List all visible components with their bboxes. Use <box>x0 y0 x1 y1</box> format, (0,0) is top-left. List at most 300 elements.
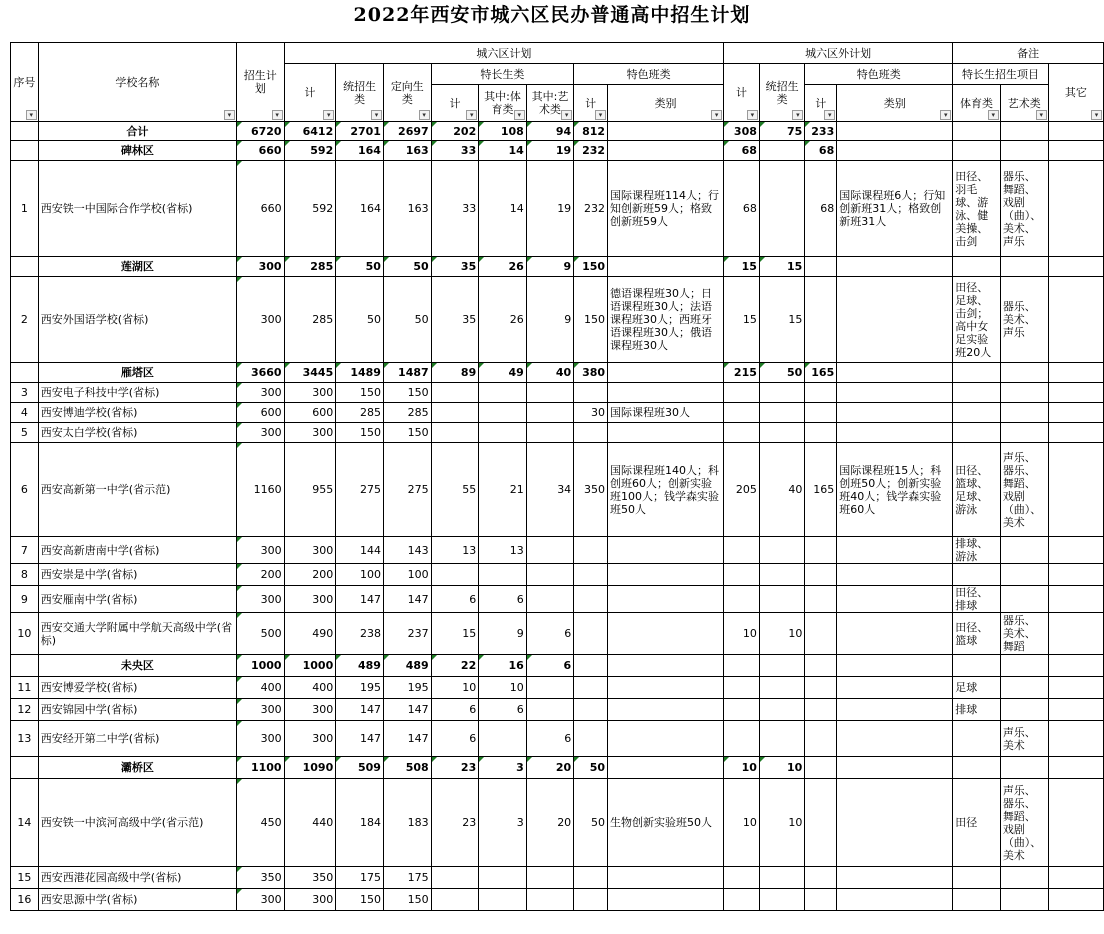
talent-arts-cell[interactable]: 34 <box>526 443 573 537</box>
talent-arts-cell[interactable] <box>526 383 573 403</box>
header-outer-feature-total[interactable]: 计 ▾ <box>805 85 837 122</box>
outer-unified-cell[interactable]: 50 <box>759 363 804 383</box>
seq-cell[interactable]: 11 <box>11 677 39 699</box>
inner-total-cell[interactable]: 285 <box>284 257 336 277</box>
other-cell[interactable] <box>1048 699 1103 721</box>
outer-feature-category-cell[interactable] <box>837 779 953 867</box>
outer-unified-cell[interactable] <box>759 564 804 586</box>
unified-cell[interactable]: 1489 <box>336 363 384 383</box>
feature-category-cell[interactable] <box>608 537 724 564</box>
school-name-cell[interactable]: 碑林区 <box>38 141 236 161</box>
outer-total-cell[interactable]: 68 <box>724 161 760 257</box>
outer-total-cell[interactable] <box>724 699 760 721</box>
directed-cell[interactable]: 275 <box>383 443 431 537</box>
outer-feature-total-cell[interactable]: 165 <box>805 443 837 537</box>
outer-total-cell[interactable] <box>724 403 760 423</box>
unified-cell[interactable]: 144 <box>336 537 384 564</box>
feature-category-cell[interactable] <box>608 677 724 699</box>
other-cell[interactable] <box>1048 564 1103 586</box>
directed-cell[interactable]: 143 <box>383 537 431 564</box>
talent-sports-cell[interactable] <box>479 721 527 757</box>
seq-cell[interactable]: 9 <box>11 586 39 613</box>
school-name-cell[interactable]: 西安外国语学校(省标) <box>38 277 236 363</box>
talent-total-cell[interactable] <box>431 867 479 889</box>
outer-total-cell[interactable]: 10 <box>724 613 760 655</box>
outer-total-cell[interactable] <box>724 586 760 613</box>
talent-arts-cell[interactable] <box>526 677 573 699</box>
talent-total-cell[interactable] <box>431 403 479 423</box>
header-outer-feature-category[interactable]: 类别 ▾ <box>837 85 953 122</box>
sports-items-cell[interactable]: 田径、排球 <box>953 586 1001 613</box>
arts-items-cell[interactable]: 声乐、美术 <box>1000 721 1048 757</box>
outer-feature-category-cell[interactable] <box>837 867 953 889</box>
talent-sports-cell[interactable]: 14 <box>479 161 527 257</box>
arts-items-cell[interactable] <box>1000 889 1048 911</box>
outer-feature-category-cell[interactable] <box>837 586 953 613</box>
outer-feature-category-cell[interactable] <box>837 564 953 586</box>
arts-items-cell[interactable]: 声乐、器乐、舞蹈、戏剧（曲）、美术 <box>1000 779 1048 867</box>
outer-total-cell[interactable] <box>724 423 760 443</box>
feature-category-cell[interactable]: 国际课程班140人；科创班60人；创新实验班100人；钱学森实验班50人 <box>608 443 724 537</box>
unified-cell[interactable]: 509 <box>336 757 384 779</box>
talent-arts-cell[interactable]: 94 <box>526 122 573 141</box>
school-name-cell[interactable]: 灞桥区 <box>38 757 236 779</box>
talent-arts-cell[interactable] <box>526 889 573 911</box>
filter-dropdown-icon[interactable]: ▾ <box>26 110 37 120</box>
sports-items-cell[interactable] <box>953 141 1001 161</box>
filter-dropdown-icon[interactable]: ▾ <box>224 110 235 120</box>
talent-total-cell[interactable]: 35 <box>431 257 479 277</box>
arts-items-cell[interactable] <box>1000 383 1048 403</box>
talent-arts-cell[interactable] <box>526 403 573 423</box>
feature-category-cell[interactable] <box>608 757 724 779</box>
plan-cell[interactable]: 600 <box>236 403 284 423</box>
feature-category-cell[interactable] <box>608 655 724 677</box>
plan-cell[interactable]: 1000 <box>236 655 284 677</box>
school-name-cell[interactable]: 西安高新第一中学(省示范) <box>38 443 236 537</box>
feature-category-cell[interactable] <box>608 423 724 443</box>
sports-items-cell[interactable]: 排球、游泳 <box>953 537 1001 564</box>
school-name-cell[interactable]: 西安锦园中学(省标) <box>38 699 236 721</box>
feature-total-cell[interactable] <box>574 721 608 757</box>
feature-total-cell[interactable] <box>574 537 608 564</box>
outer-feature-category-cell[interactable] <box>837 141 953 161</box>
directed-cell[interactable]: 147 <box>383 721 431 757</box>
school-name-cell[interactable]: 西安电子科技中学(省标) <box>38 383 236 403</box>
filter-dropdown-icon[interactable]: ▾ <box>419 110 430 120</box>
other-cell[interactable] <box>1048 613 1103 655</box>
outer-total-cell[interactable]: 15 <box>724 277 760 363</box>
other-cell[interactable] <box>1048 757 1103 779</box>
unified-cell[interactable]: 150 <box>336 889 384 911</box>
other-cell[interactable] <box>1048 423 1103 443</box>
arts-items-cell[interactable] <box>1000 757 1048 779</box>
feature-total-cell[interactable] <box>574 867 608 889</box>
talent-arts-cell[interactable]: 40 <box>526 363 573 383</box>
directed-cell[interactable]: 163 <box>383 161 431 257</box>
plan-cell[interactable]: 400 <box>236 677 284 699</box>
directed-cell[interactable]: 150 <box>383 423 431 443</box>
outer-feature-category-cell[interactable] <box>837 383 953 403</box>
feature-total-cell[interactable] <box>574 677 608 699</box>
school-name-cell[interactable]: 未央区 <box>38 655 236 677</box>
talent-arts-cell[interactable] <box>526 586 573 613</box>
inner-total-cell[interactable]: 592 <box>284 141 336 161</box>
talent-sports-cell[interactable]: 6 <box>479 586 527 613</box>
filter-dropdown-icon[interactable]: ▾ <box>747 110 758 120</box>
sports-items-cell[interactable]: 田径、足球、击剑；高中女足实验班20人 <box>953 277 1001 363</box>
sports-items-cell[interactable]: 田径、羽毛球、游泳、健美操、击剑 <box>953 161 1001 257</box>
unified-cell[interactable]: 238 <box>336 613 384 655</box>
feature-total-cell[interactable]: 150 <box>574 257 608 277</box>
sports-items-cell[interactable]: 排球 <box>953 699 1001 721</box>
outer-feature-category-cell[interactable] <box>837 257 953 277</box>
talent-arts-cell[interactable] <box>526 537 573 564</box>
feature-category-cell[interactable] <box>608 257 724 277</box>
feature-category-cell[interactable]: 德语课程班30人；日语课程班30人；法语课程班30人；西班牙语课程班30人；俄语课程班30人 <box>608 277 724 363</box>
talent-sports-cell[interactable]: 14 <box>479 141 527 161</box>
feature-total-cell[interactable] <box>574 564 608 586</box>
filter-dropdown-icon[interactable]: ▾ <box>988 110 999 120</box>
feature-total-cell[interactable] <box>574 423 608 443</box>
school-name-cell[interactable]: 莲湖区 <box>38 257 236 277</box>
feature-category-cell[interactable] <box>608 122 724 141</box>
outer-feature-total-cell[interactable]: 233 <box>805 122 837 141</box>
directed-cell[interactable]: 2697 <box>383 122 431 141</box>
header-directed[interactable]: 定向生类 ▾ <box>383 64 431 122</box>
outer-feature-total-cell[interactable]: 68 <box>805 161 837 257</box>
header-talent-arts[interactable]: 其中:艺术类 ▾ <box>526 85 573 122</box>
school-name-cell[interactable]: 西安交通大学附属中学航天高级中学(省标) <box>38 613 236 655</box>
arts-items-cell[interactable] <box>1000 586 1048 613</box>
outer-unified-cell[interactable] <box>759 161 804 257</box>
other-cell[interactable] <box>1048 443 1103 537</box>
outer-total-cell[interactable] <box>724 537 760 564</box>
talent-total-cell[interactable]: 22 <box>431 655 479 677</box>
outer-feature-total-cell[interactable] <box>805 277 837 363</box>
unified-cell[interactable]: 50 <box>336 277 384 363</box>
seq-cell[interactable]: 10 <box>11 613 39 655</box>
header-talent-total[interactable]: 计 ▾ <box>431 85 479 122</box>
plan-cell[interactable]: 660 <box>236 141 284 161</box>
sports-items-cell[interactable] <box>953 655 1001 677</box>
directed-cell[interactable]: 50 <box>383 257 431 277</box>
talent-sports-cell[interactable]: 10 <box>479 677 527 699</box>
outer-unified-cell[interactable] <box>759 655 804 677</box>
feature-category-cell[interactable] <box>608 586 724 613</box>
directed-cell[interactable]: 147 <box>383 586 431 613</box>
sports-items-cell[interactable]: 田径 <box>953 779 1001 867</box>
school-name-cell[interactable]: 西安铁一中国际合作学校(省标) <box>38 161 236 257</box>
filter-dropdown-icon[interactable]: ▾ <box>371 110 382 120</box>
seq-cell[interactable]: 13 <box>11 721 39 757</box>
unified-cell[interactable]: 164 <box>336 161 384 257</box>
unified-cell[interactable]: 184 <box>336 779 384 867</box>
other-cell[interactable] <box>1048 161 1103 257</box>
arts-items-cell[interactable] <box>1000 122 1048 141</box>
outer-total-cell[interactable] <box>724 889 760 911</box>
feature-category-cell[interactable] <box>608 564 724 586</box>
other-cell[interactable] <box>1048 403 1103 423</box>
talent-sports-cell[interactable]: 26 <box>479 257 527 277</box>
other-cell[interactable] <box>1048 586 1103 613</box>
unified-cell[interactable]: 175 <box>336 867 384 889</box>
directed-cell[interactable]: 1487 <box>383 363 431 383</box>
directed-cell[interactable]: 195 <box>383 677 431 699</box>
filter-dropdown-icon[interactable]: ▾ <box>272 110 283 120</box>
plan-cell[interactable]: 300 <box>236 257 284 277</box>
outer-total-cell[interactable]: 308 <box>724 122 760 141</box>
sports-items-cell[interactable] <box>953 383 1001 403</box>
seq-cell[interactable] <box>11 122 39 141</box>
feature-total-cell[interactable]: 350 <box>574 443 608 537</box>
feature-category-cell[interactable] <box>608 383 724 403</box>
outer-feature-category-cell[interactable] <box>837 277 953 363</box>
outer-feature-category-cell[interactable]: 国际课程班15人；科创班50人；创新实验班40人；钱学森实验班60人 <box>837 443 953 537</box>
directed-cell[interactable]: 150 <box>383 889 431 911</box>
header-seq[interactable]: 序号 ▾ <box>11 43 39 122</box>
talent-arts-cell[interactable]: 6 <box>526 721 573 757</box>
feature-category-cell[interactable]: 国际课程班30人 <box>608 403 724 423</box>
inner-total-cell[interactable]: 300 <box>284 586 336 613</box>
seq-cell[interactable]: 2 <box>11 277 39 363</box>
unified-cell[interactable]: 50 <box>336 257 384 277</box>
outer-feature-category-cell[interactable] <box>837 537 953 564</box>
outer-feature-total-cell[interactable] <box>805 699 837 721</box>
sports-items-cell[interactable] <box>953 257 1001 277</box>
feature-category-cell[interactable] <box>608 141 724 161</box>
outer-total-cell[interactable] <box>724 721 760 757</box>
outer-feature-total-cell[interactable] <box>805 655 837 677</box>
feature-total-cell[interactable]: 50 <box>574 779 608 867</box>
talent-arts-cell[interactable]: 9 <box>526 257 573 277</box>
seq-cell[interactable] <box>11 363 39 383</box>
arts-items-cell[interactable] <box>1000 423 1048 443</box>
feature-total-cell[interactable]: 50 <box>574 757 608 779</box>
sports-items-cell[interactable]: 田径、篮球 <box>953 613 1001 655</box>
school-name-cell[interactable]: 西安铁一中滨河高级中学(省示范) <box>38 779 236 867</box>
outer-feature-category-cell[interactable]: 国际课程班6人；行知创新班31人；格致创新班31人 <box>837 161 953 257</box>
feature-category-cell[interactable]: 生物创新实验班50人 <box>608 779 724 867</box>
talent-total-cell[interactable]: 23 <box>431 779 479 867</box>
talent-sports-cell[interactable]: 21 <box>479 443 527 537</box>
directed-cell[interactable]: 508 <box>383 757 431 779</box>
plan-cell[interactable]: 300 <box>236 537 284 564</box>
header-sports-items[interactable]: 体育类 ▾ <box>953 85 1001 122</box>
inner-total-cell[interactable]: 300 <box>284 383 336 403</box>
talent-arts-cell[interactable] <box>526 867 573 889</box>
talent-arts-cell[interactable] <box>526 564 573 586</box>
inner-total-cell[interactable]: 1000 <box>284 655 336 677</box>
sports-items-cell[interactable] <box>953 757 1001 779</box>
seq-cell[interactable] <box>11 757 39 779</box>
directed-cell[interactable]: 163 <box>383 141 431 161</box>
filter-dropdown-icon[interactable]: ▾ <box>466 110 477 120</box>
talent-sports-cell[interactable] <box>479 423 527 443</box>
outer-unified-cell[interactable]: 40 <box>759 443 804 537</box>
outer-total-cell[interactable]: 10 <box>724 757 760 779</box>
filter-dropdown-icon[interactable]: ▾ <box>711 110 722 120</box>
header-outer-total[interactable]: 计 ▾ <box>724 64 760 122</box>
inner-total-cell[interactable]: 3445 <box>284 363 336 383</box>
inner-total-cell[interactable]: 300 <box>284 889 336 911</box>
plan-cell[interactable]: 300 <box>236 586 284 613</box>
header-feature-total[interactable]: 计 ▾ <box>574 85 608 122</box>
sports-items-cell[interactable] <box>953 363 1001 383</box>
seq-cell[interactable]: 15 <box>11 867 39 889</box>
plan-cell[interactable]: 300 <box>236 383 284 403</box>
plan-cell[interactable]: 300 <box>236 889 284 911</box>
feature-category-cell[interactable] <box>608 363 724 383</box>
talent-sports-cell[interactable] <box>479 867 527 889</box>
outer-unified-cell[interactable] <box>759 721 804 757</box>
talent-sports-cell[interactable]: 3 <box>479 757 527 779</box>
arts-items-cell[interactable] <box>1000 655 1048 677</box>
seq-cell[interactable]: 14 <box>11 779 39 867</box>
other-cell[interactable] <box>1048 867 1103 889</box>
outer-feature-category-cell[interactable] <box>837 721 953 757</box>
outer-total-cell[interactable]: 205 <box>724 443 760 537</box>
plan-cell[interactable]: 450 <box>236 779 284 867</box>
inner-total-cell[interactable]: 592 <box>284 161 336 257</box>
header-feature-category[interactable]: 类别 ▾ <box>608 85 724 122</box>
inner-total-cell[interactable]: 1090 <box>284 757 336 779</box>
feature-total-cell[interactable] <box>574 655 608 677</box>
feature-total-cell[interactable] <box>574 889 608 911</box>
header-unified[interactable]: 统招生类 ▾ <box>336 64 384 122</box>
other-cell[interactable] <box>1048 257 1103 277</box>
outer-unified-cell[interactable] <box>759 141 804 161</box>
outer-feature-total-cell[interactable]: 165 <box>805 363 837 383</box>
inner-total-cell[interactable]: 955 <box>284 443 336 537</box>
filter-dropdown-icon[interactable]: ▾ <box>323 110 334 120</box>
outer-unified-cell[interactable]: 75 <box>759 122 804 141</box>
feature-total-cell[interactable] <box>574 383 608 403</box>
inner-total-cell[interactable]: 490 <box>284 613 336 655</box>
filter-dropdown-icon[interactable]: ▾ <box>792 110 803 120</box>
unified-cell[interactable]: 164 <box>336 141 384 161</box>
unified-cell[interactable]: 100 <box>336 564 384 586</box>
talent-total-cell[interactable]: 13 <box>431 537 479 564</box>
arts-items-cell[interactable]: 器乐、舞蹈、戏剧（曲）、美术、声乐 <box>1000 161 1048 257</box>
talent-arts-cell[interactable]: 9 <box>526 277 573 363</box>
arts-items-cell[interactable] <box>1000 403 1048 423</box>
arts-items-cell[interactable] <box>1000 537 1048 564</box>
feature-total-cell[interactable]: 232 <box>574 141 608 161</box>
talent-sports-cell[interactable]: 9 <box>479 613 527 655</box>
header-talent-sports[interactable]: 其中:体育类 ▾ <box>479 85 527 122</box>
outer-unified-cell[interactable]: 10 <box>759 757 804 779</box>
outer-feature-total-cell[interactable] <box>805 613 837 655</box>
arts-items-cell[interactable] <box>1000 677 1048 699</box>
school-name-cell[interactable]: 西安博迪学校(省标) <box>38 403 236 423</box>
outer-feature-total-cell[interactable] <box>805 677 837 699</box>
outer-unified-cell[interactable]: 10 <box>759 779 804 867</box>
arts-items-cell[interactable]: 器乐、美术、舞蹈 <box>1000 613 1048 655</box>
talent-total-cell[interactable]: 6 <box>431 721 479 757</box>
school-name-cell[interactable]: 西安博爱学校(省标) <box>38 677 236 699</box>
directed-cell[interactable]: 175 <box>383 867 431 889</box>
talent-total-cell[interactable] <box>431 564 479 586</box>
unified-cell[interactable]: 275 <box>336 443 384 537</box>
outer-feature-category-cell[interactable] <box>837 655 953 677</box>
directed-cell[interactable]: 147 <box>383 699 431 721</box>
talent-total-cell[interactable]: 23 <box>431 757 479 779</box>
school-name-cell[interactable]: 合计 <box>38 122 236 141</box>
arts-items-cell[interactable]: 声乐、器乐、舞蹈、戏剧（曲）、美术 <box>1000 443 1048 537</box>
plan-cell[interactable]: 350 <box>236 867 284 889</box>
other-cell[interactable] <box>1048 277 1103 363</box>
feature-category-cell[interactable] <box>608 699 724 721</box>
talent-total-cell[interactable]: 35 <box>431 277 479 363</box>
talent-arts-cell[interactable]: 19 <box>526 141 573 161</box>
outer-feature-total-cell[interactable]: 68 <box>805 141 837 161</box>
seq-cell[interactable] <box>11 141 39 161</box>
sports-items-cell[interactable] <box>953 564 1001 586</box>
feature-total-cell[interactable] <box>574 699 608 721</box>
plan-cell[interactable]: 300 <box>236 721 284 757</box>
sports-items-cell[interactable] <box>953 721 1001 757</box>
talent-total-cell[interactable]: 6 <box>431 586 479 613</box>
talent-sports-cell[interactable] <box>479 564 527 586</box>
outer-feature-category-cell[interactable] <box>837 699 953 721</box>
outer-total-cell[interactable] <box>724 655 760 677</box>
unified-cell[interactable]: 150 <box>336 383 384 403</box>
school-name-cell[interactable]: 西安思源中学(省标) <box>38 889 236 911</box>
inner-total-cell[interactable]: 300 <box>284 423 336 443</box>
outer-feature-total-cell[interactable] <box>805 403 837 423</box>
sports-items-cell[interactable] <box>953 122 1001 141</box>
filter-dropdown-icon[interactable]: ▾ <box>1091 110 1102 120</box>
seq-cell[interactable] <box>11 257 39 277</box>
feature-total-cell[interactable] <box>574 613 608 655</box>
outer-unified-cell[interactable] <box>759 889 804 911</box>
plan-cell[interactable]: 3660 <box>236 363 284 383</box>
outer-unified-cell[interactable] <box>759 403 804 423</box>
school-name-cell[interactable]: 雁塔区 <box>38 363 236 383</box>
school-name-cell[interactable]: 西安高新唐南中学(省标) <box>38 537 236 564</box>
header-other[interactable]: 其它 ▾ <box>1048 64 1103 122</box>
outer-feature-total-cell[interactable] <box>805 889 837 911</box>
plan-cell[interactable]: 300 <box>236 277 284 363</box>
other-cell[interactable] <box>1048 655 1103 677</box>
inner-total-cell[interactable]: 300 <box>284 699 336 721</box>
talent-arts-cell[interactable]: 20 <box>526 757 573 779</box>
unified-cell[interactable]: 147 <box>336 586 384 613</box>
school-name-cell[interactable]: 西安经开第二中学(省标) <box>38 721 236 757</box>
sports-items-cell[interactable]: 足球 <box>953 677 1001 699</box>
directed-cell[interactable]: 285 <box>383 403 431 423</box>
directed-cell[interactable]: 183 <box>383 779 431 867</box>
filter-dropdown-icon[interactable]: ▾ <box>824 110 835 120</box>
sports-items-cell[interactable] <box>953 403 1001 423</box>
outer-feature-category-cell[interactable] <box>837 423 953 443</box>
header-inner-total[interactable]: 计 ▾ <box>284 64 336 122</box>
outer-unified-cell[interactable] <box>759 537 804 564</box>
talent-sports-cell[interactable]: 13 <box>479 537 527 564</box>
arts-items-cell[interactable] <box>1000 257 1048 277</box>
feature-total-cell[interactable]: 150 <box>574 277 608 363</box>
talent-arts-cell[interactable] <box>526 423 573 443</box>
other-cell[interactable] <box>1048 779 1103 867</box>
talent-total-cell[interactable] <box>431 383 479 403</box>
plan-cell[interactable]: 6720 <box>236 122 284 141</box>
seq-cell[interactable]: 4 <box>11 403 39 423</box>
unified-cell[interactable]: 147 <box>336 699 384 721</box>
school-name-cell[interactable]: 西安崇是中学(省标) <box>38 564 236 586</box>
plan-cell[interactable]: 300 <box>236 699 284 721</box>
header-school[interactable]: 学校名称 ▾ <box>38 43 236 122</box>
